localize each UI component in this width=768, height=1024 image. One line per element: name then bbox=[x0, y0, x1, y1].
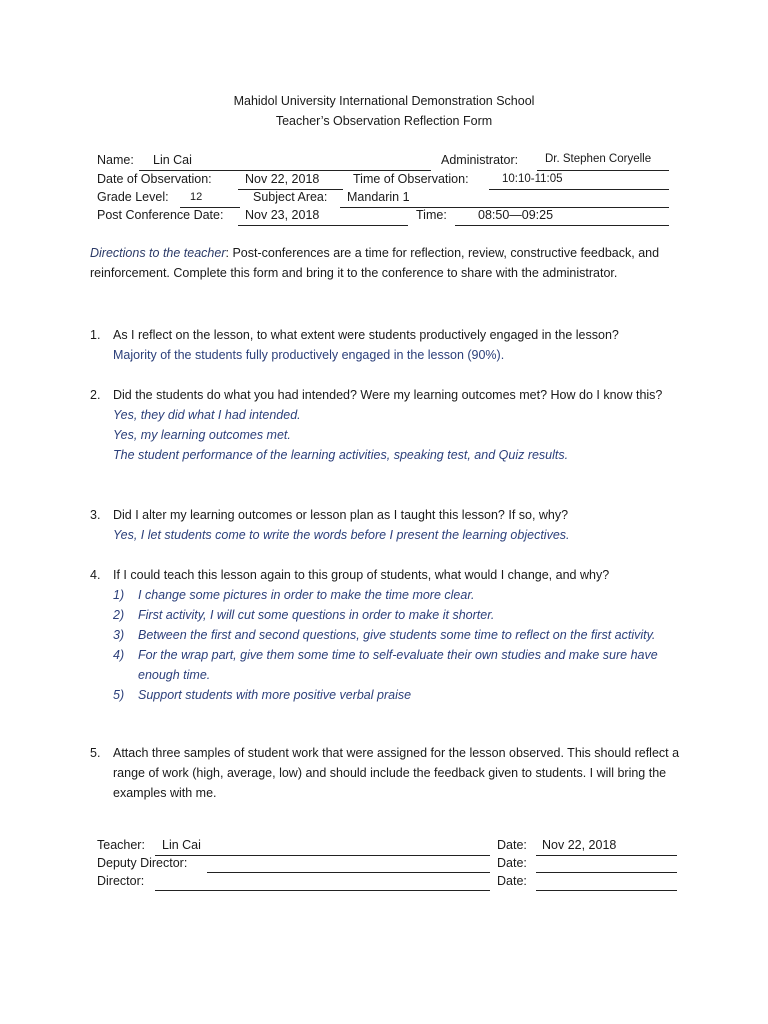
question-2 bbox=[90, 385, 680, 465]
question-number: 5. bbox=[90, 746, 101, 760]
name-label: Name: bbox=[97, 153, 134, 167]
director-label: Director: bbox=[97, 874, 145, 888]
time-observation-label: Time of Observation: bbox=[353, 172, 469, 186]
administrator-underline bbox=[537, 170, 669, 171]
subject-area-label: Subject Area: bbox=[253, 190, 328, 204]
date-observation-value: Nov 22, 2018 bbox=[245, 172, 320, 186]
directions-label: Directions to the teacher bbox=[90, 246, 226, 260]
list-item: 2) First activity, I will cut some questions in order to make it shorter. bbox=[113, 608, 495, 622]
form-title: Teacher’s Observation Reflection Form bbox=[275, 114, 493, 128]
deputy-date-line bbox=[536, 872, 677, 873]
subject-area-value: Mandarin 1 bbox=[347, 190, 410, 204]
time-observation-underline bbox=[489, 189, 669, 190]
teacher-label: Teacher: bbox=[97, 838, 145, 852]
question-3 bbox=[90, 505, 680, 545]
director-signature-line bbox=[155, 890, 490, 891]
time-underline bbox=[455, 225, 669, 226]
directions-text: : Post-conferences are a time for reflection, review, constructive feedback, and reinforcement. Complete this form and bring it to the conference to share with the administrator. bbox=[90, 246, 660, 280]
question-number: 3. bbox=[90, 508, 101, 522]
grade-level-label: Grade Level: bbox=[97, 190, 169, 204]
time-value: 08:50—09:25 bbox=[478, 208, 554, 222]
question-5 bbox=[90, 743, 680, 803]
teacher-date-line bbox=[536, 855, 677, 856]
deputy-director-label: Deputy Director: bbox=[97, 856, 188, 870]
teacher-date-label: Date: bbox=[497, 838, 527, 852]
post-conference-date-label: Post Conference Date: bbox=[97, 208, 224, 222]
name-underline bbox=[139, 170, 431, 171]
list-item: 4) For the wrap part, give them some time to self-evaluate their own studies and make sure have enough time. bbox=[113, 648, 658, 682]
administrator-label: Administrator: bbox=[441, 153, 519, 167]
question-text: Did I alter my learning outcomes or lesson plan as I taught this lesson? If so, why? bbox=[113, 508, 569, 522]
answer-text: The student performance of the learning activities, speaking test, and Quiz results. bbox=[113, 448, 569, 462]
list-item: 5) Support students with more positive verbal praise bbox=[113, 688, 412, 702]
question-number: 4. bbox=[90, 568, 101, 582]
teacher-value: Lin Cai bbox=[162, 838, 201, 852]
question-1 bbox=[90, 325, 680, 365]
question-number: 2. bbox=[90, 388, 101, 402]
change-list bbox=[90, 585, 680, 705]
school-name: Mahidol University International Demonstration School bbox=[233, 94, 535, 108]
teacher-date-value: Nov 22, 2018 bbox=[542, 838, 617, 852]
answer-text: Majority of the students fully productively engaged in the lesson (90%). bbox=[113, 348, 505, 362]
administrator-value: Dr. Stephen Coryelle bbox=[545, 153, 652, 165]
list-item: 1) I change some pictures in order to make the time more clear. bbox=[113, 588, 475, 602]
question-text: Did the students do what you had intended? Were my learning outcomes met? How do I know this? bbox=[113, 388, 663, 402]
grade-level-value: 12 bbox=[190, 191, 203, 203]
answer-text: Yes, they did what I had intended. bbox=[113, 408, 301, 422]
director-date-line bbox=[536, 890, 677, 891]
question-number: 1. bbox=[90, 328, 101, 342]
date-observation-label: Date of Observation: bbox=[97, 172, 212, 186]
name-value: Lin Cai bbox=[153, 153, 192, 167]
directions-paragraph bbox=[90, 243, 675, 283]
question-text: Attach three samples of student work that were assigned for the lesson observed. This should reflect a range of work (high, average, low) and should include the feedback given to students. I will bring the examples with me. bbox=[113, 746, 680, 800]
deputy-director-signature-line bbox=[207, 872, 490, 873]
post-conference-date-underline bbox=[238, 225, 408, 226]
answer-text: Yes, I let students come to write the words before I present the learning objectives. bbox=[113, 528, 570, 542]
answer-text: Yes, my learning outcomes met. bbox=[113, 428, 291, 442]
post-conference-date-value: Nov 23, 2018 bbox=[245, 208, 320, 222]
question-text: If I could teach this lesson again to this group of students, what would I change, and why? bbox=[113, 568, 610, 582]
time-label: Time: bbox=[416, 208, 447, 222]
list-item: 3) Between the first and second questions, give students some time to reflect on the first activity. bbox=[113, 628, 656, 642]
question-text: As I reflect on the lesson, to what extent were students productively engaged in the lesson? bbox=[113, 328, 619, 342]
time-observation-value: 10:10-11:05 bbox=[502, 173, 563, 185]
question-4 bbox=[90, 565, 680, 705]
deputy-date-label: Date: bbox=[497, 856, 527, 870]
director-date-label: Date: bbox=[497, 874, 527, 888]
teacher-signature-line bbox=[155, 855, 490, 856]
